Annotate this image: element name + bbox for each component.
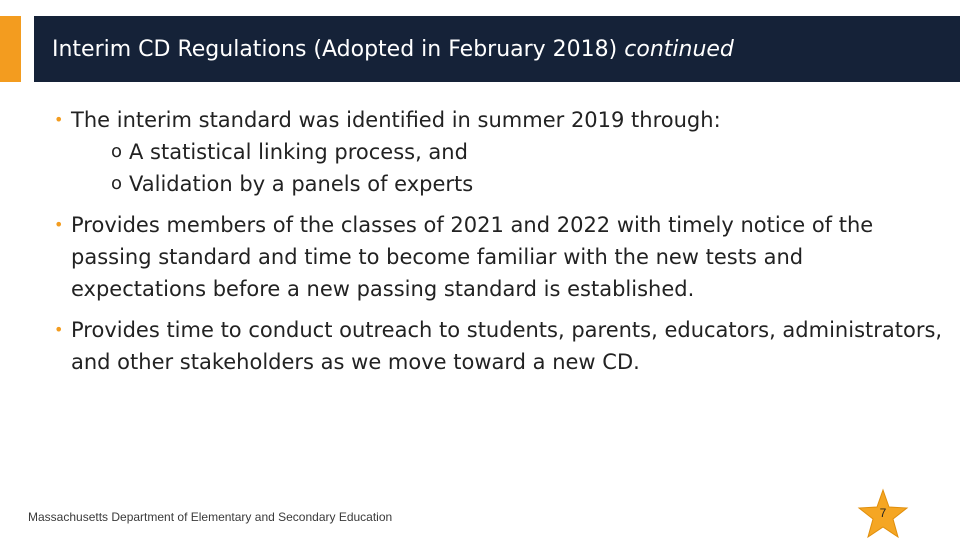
- bullet-marker: •: [54, 320, 64, 339]
- bullet-item: [54, 314, 944, 378]
- bullet-item: [54, 104, 944, 200]
- footer-text: Massachusetts Department of Elementary and Secondary Education: [28, 510, 393, 524]
- title-accent-bar: [0, 16, 21, 82]
- bullet-text: The interim standard was identified in summer 2019 through:: [71, 108, 721, 132]
- slide-title-main: Interim CD Regulations (Adopted in February 2018): [52, 36, 618, 62]
- sub-bullet-item: [111, 168, 944, 200]
- bullet-text: Provides members of the classes of 2021 and 2022 with timely notice of the passing standard and time to become familiar with the new tests and expectations before a new passing standard is established.: [71, 213, 874, 301]
- sub-bullet-text: A statistical linking process, and: [129, 140, 468, 164]
- sub-bullet-list: [71, 136, 944, 200]
- slide-body: [54, 104, 944, 387]
- title-bar: [34, 16, 960, 82]
- bullet-text: Provides time to conduct outreach to students, parents, educators, administrators, and other stakeholders as we move toward a new CD.: [71, 318, 943, 374]
- slide-title: [52, 37, 734, 62]
- slide-title-emphasis: continued: [624, 36, 734, 62]
- sub-bullet-item: [111, 136, 944, 168]
- sub-bullet-marker: o: [111, 173, 123, 194]
- page-number: 7: [879, 506, 887, 520]
- bullet-marker: •: [54, 215, 64, 234]
- sub-bullet-marker: o: [111, 141, 123, 162]
- sub-bullet-text: Validation by a panels of experts: [129, 172, 474, 196]
- bullet-marker: •: [54, 110, 64, 129]
- bullet-item: [54, 209, 944, 305]
